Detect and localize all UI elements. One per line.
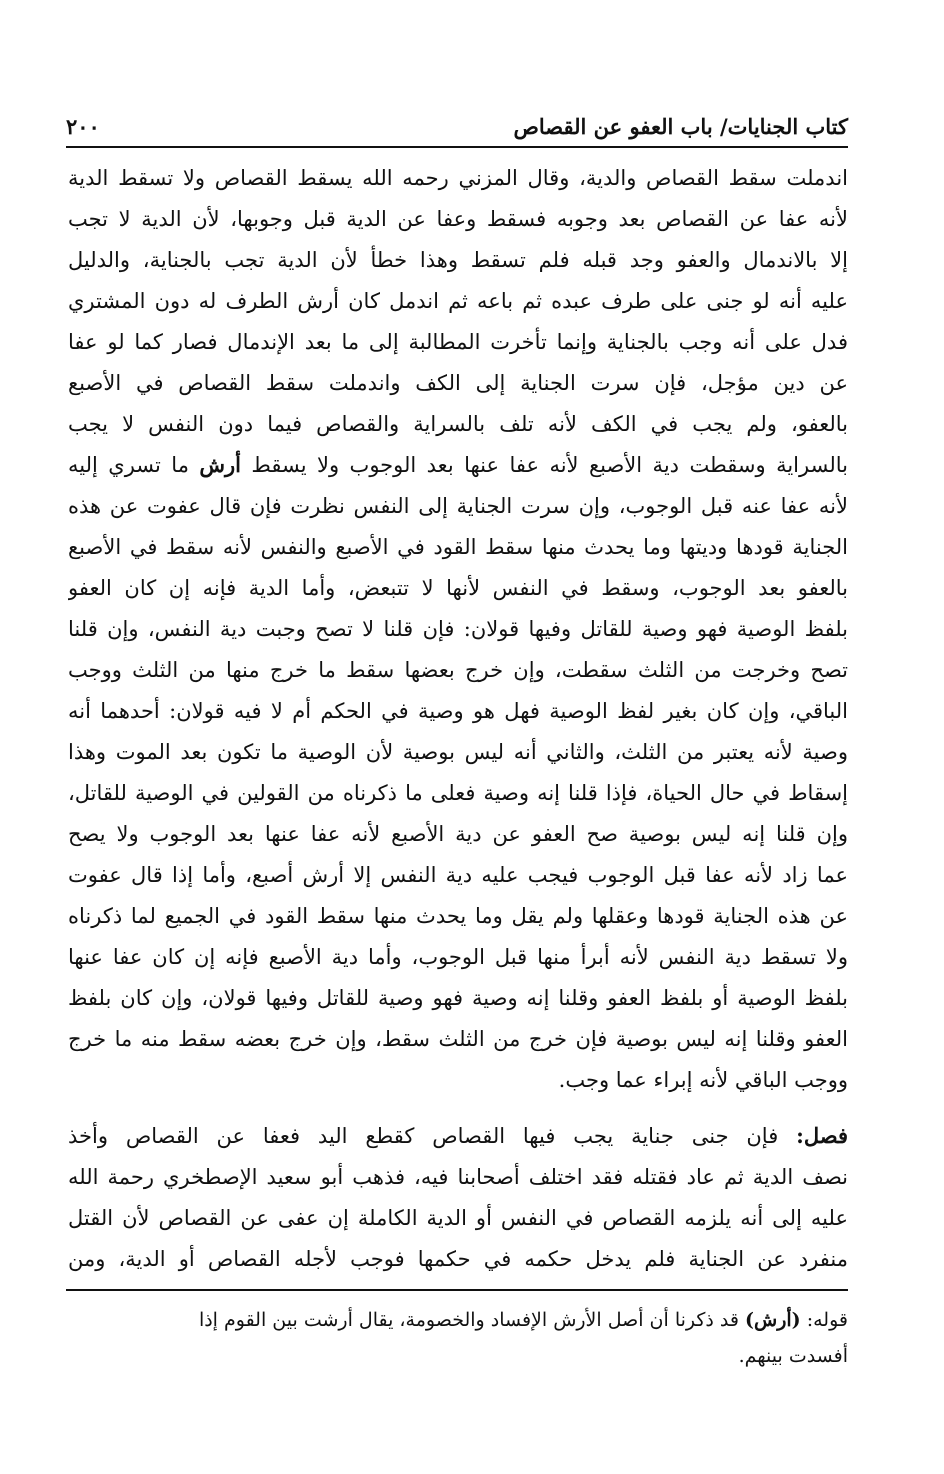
page-number: ٢٠٠ (66, 114, 100, 139)
text-line: لأنه عفا عنه قبل الوجوب، وإن سرت الجناية إلى النفس نظرت فإن قال عفوت عن هذه (68, 494, 848, 518)
text-line: تصح وخرجت من الثلث سقطت، وإن خرج بعضها سقط ما خرج منها من الثلث ووجب (68, 658, 848, 682)
text-line: إسقاط في حال الحياة، فإذا قلنا إنه وصية فعلى ما ذكرناه من القولين في الوصية للقاتل، (68, 781, 848, 805)
text-line: الجناية قودها وديتها وما يحدث منها سقط القود في الأصبع والنفس لأنه سقط في الأصبع (68, 535, 848, 559)
text-line: بالعفو، ولم يجب في الكف لأنه تلف بالسراية والقصاص فيما دون النفس لا يجب (68, 412, 848, 436)
text-run: فإن جنى جناية يجب فيها القصاص كقطع اليد فعفا عن القصاص وأخذ (68, 1124, 797, 1148)
running-title: كتاب الجنايات/ باب العفو عن القصاص (513, 114, 848, 139)
footnote-term: (أرش) (745, 1309, 801, 1331)
text-line: اندملت سقط القصاص والدية، وقال المزني رحمه الله يسقط القصاص ولا تسقط الدية (68, 166, 848, 190)
text-line (68, 447, 848, 483)
text-line: العفو وقلنا إنه ليس بوصية فإن خرج من الثلث سقط، وإن خرج بعضه سقط منه ما خرج (68, 1027, 848, 1051)
footnote-line (68, 1304, 848, 1336)
text-line: عما زاد لأنه عفا قبل الوجوب فيجب عليه دية النفس إلا أرش أصبع، وأما إذا قال عفوت (68, 863, 848, 887)
text-line: الباقي، وإن كان بغير لفظ الوصية فهل هو وصية في الحكم أم لا فيه قولان: أحدهما أنه (68, 699, 848, 723)
text-line: بلفظ الوصية أو بلفظ العفو وقلنا إنه وصية فهو وصية للقاتل وفيها قولان، وإن كان بلفظ (68, 986, 848, 1010)
defined-term: أرش (199, 452, 241, 477)
footnote-separator (66, 1289, 848, 1291)
text-line (68, 1118, 848, 1154)
section-label: فصل: (796, 1123, 848, 1148)
text-line: وإن قلنا إنه ليس بوصية صح العفو عن دية الأصبع لأنه عفا عنها بعد الوجوب ولا يصح (68, 822, 848, 846)
text-line: عن دين مؤجل، فإن سرت الجناية إلى الكف واندملت سقط القصاص في الأصبع (68, 371, 848, 395)
footnote-line: أفسدت بينهم. (738, 1345, 848, 1367)
text-line: إلا بالاندمال والعفو وجد قبله فلم تسقط وهذا خطأ لأن الدية تجب بالجناية، والدليل (68, 248, 848, 272)
text-line: لأنه عفا عن القصاص بعد وجوبه فسقط وعفا عن الدية قبل وجوبها، لأن الدية لا تجب (68, 207, 848, 231)
text-line: ووجب الباقي لأنه إبراء عما وجب. (558, 1068, 848, 1092)
text-line: عليه إلى أنه يلزمه القصاص في النفس أو الدية الكاملة إن عفى عن القصاص لأن القتل (68, 1206, 848, 1230)
text-line: عليه أنه لو جنى على طرف عبده ثم باعه ثم اندمل كان أرش الطرف له دون المشتري (68, 289, 848, 313)
text-run: قد ذكرنا أن أصل الأرش الإفساد والخصومة، يقال أرشت بين القوم إذا (198, 1309, 746, 1331)
text-line: بلفظ الوصية فهو وصية للقاتل وفيها قولان: فإن قلنا لا تصح وجبت دية النفس، وإن قلنا (68, 617, 848, 641)
page-header (66, 110, 848, 148)
text-run: ما تسري إليه (68, 453, 200, 477)
text-line: ولا تسقط دية النفس لأنه أبرأ منها قبل الوجوب، وأما دية الأصبع فإنه إن كان عفا عنها (68, 945, 848, 969)
text-line: وصية لأنه يعتبر من الثلث، والثاني أنه ليس بوصية لأن الوصية ما تكون بعد الموت وهذا (68, 740, 848, 764)
text-line: بالعفو بعد الوجوب، وسقط في النفس لأنها لا تتبعض، وأما الدية فإنه إن كان العفو (68, 576, 848, 600)
text-line: نصف الدية ثم عاد فقتله فقد اختلف أصحابنا فيه، فذهب أبو سعيد الإصطخري رحمة الله (68, 1165, 848, 1189)
text-line: عن هذه الجناية قودها وعقلها ولم يقل وما يحدث منها سقط القود في الجميع لما ذكرناه (68, 904, 848, 928)
text-line: منفرد عن الجناية فلم يدخل حكمه في حكمها فوجب لأجله القصاص أو الدية، ومن (68, 1247, 848, 1271)
text-run: بالسراية وسقطت دية الأصبع لأنه عفا عنها بعد الوجوب ولا يسقط (241, 453, 848, 477)
text-line: فدل على أنه وجب بالجناية وإنما تأخرت المطالبة إلى ما بعد الإندمال فصار كما لو عفا (68, 330, 848, 354)
footnote-prefix: قوله: (800, 1309, 848, 1331)
